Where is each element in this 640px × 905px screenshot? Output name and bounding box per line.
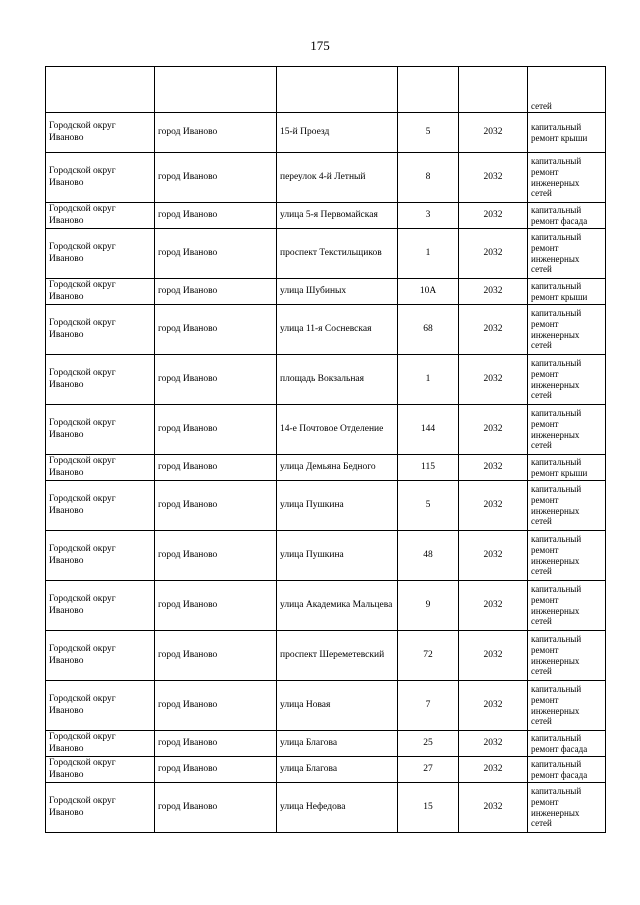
- table-row: [46, 681, 606, 731]
- cell-house: 27: [398, 757, 459, 783]
- cell-house: 1: [398, 229, 459, 279]
- cell-street: улица Благова: [277, 731, 398, 757]
- cell-city: город Иваново: [155, 355, 277, 405]
- cell-year: 2032: [459, 681, 528, 731]
- cell-city: город Иваново: [155, 113, 277, 153]
- cell-year: 2032: [459, 305, 528, 355]
- cell-city: город Иваново: [155, 783, 277, 833]
- cell-year: 2032: [459, 355, 528, 405]
- table-row: [46, 153, 606, 203]
- cell-city: город Иваново: [155, 405, 277, 455]
- cell-year: 2032: [459, 203, 528, 229]
- cell-okrug: Городской округ Иваново: [46, 531, 155, 581]
- cell-work-type: капитальный ремонт инженерных сетей: [528, 681, 606, 731]
- cell-work-type: капитальный ремонт инженерных сетей: [528, 581, 606, 631]
- cell-house: 25: [398, 731, 459, 757]
- cell-city: город Иваново: [155, 455, 277, 481]
- table-row: [46, 783, 606, 833]
- cell-year: [459, 67, 528, 113]
- cell-city: город Иваново: [155, 631, 277, 681]
- cell-house: 72: [398, 631, 459, 681]
- cell-year: 2032: [459, 731, 528, 757]
- cell-year: 2032: [459, 113, 528, 153]
- cell-city: город Иваново: [155, 203, 277, 229]
- cell-house: [398, 67, 459, 113]
- cell-work-type: капитальный ремонт фасада: [528, 731, 606, 757]
- cell-work-type: капитальный ремонт инженерных сетей: [528, 531, 606, 581]
- cell-city: город Иваново: [155, 581, 277, 631]
- cell-okrug: Городской округ Иваново: [46, 405, 155, 455]
- cell-year: 2032: [459, 581, 528, 631]
- cell-street: улица Академика Мальцева: [277, 581, 398, 631]
- cell-year: 2032: [459, 229, 528, 279]
- cell-city: город Иваново: [155, 229, 277, 279]
- cell-house: 10А: [398, 279, 459, 305]
- table-row: [46, 531, 606, 581]
- cell-city: город Иваново: [155, 481, 277, 531]
- cell-okrug: Городской округ Иваново: [46, 113, 155, 153]
- cell-house: 68: [398, 305, 459, 355]
- cell-work-type: капитальный ремонт инженерных сетей: [528, 783, 606, 833]
- cell-city: город Иваново: [155, 305, 277, 355]
- cell-street: улица 5-я Первомайская: [277, 203, 398, 229]
- table-row: [46, 757, 606, 783]
- cell-street: улица 11-я Сосневская: [277, 305, 398, 355]
- cell-city: [155, 67, 277, 113]
- repair-schedule-table: [45, 66, 606, 833]
- cell-work-type: капитальный ремонт инженерных сетей: [528, 481, 606, 531]
- cell-city: город Иваново: [155, 153, 277, 203]
- cell-okrug: Городской округ Иваново: [46, 731, 155, 757]
- cell-street: улица Демьяна Бедного: [277, 455, 398, 481]
- cell-okrug: Городской округ Иваново: [46, 681, 155, 731]
- cell-okrug: Городской округ Иваново: [46, 229, 155, 279]
- cell-house: 7: [398, 681, 459, 731]
- cell-okrug: Городской округ Иваново: [46, 279, 155, 305]
- cell-street: проспект Текстильщиков: [277, 229, 398, 279]
- cell-year: 2032: [459, 279, 528, 305]
- cell-house: 5: [398, 113, 459, 153]
- cell-house: 3: [398, 203, 459, 229]
- cell-house: 115: [398, 455, 459, 481]
- cell-work-type: сетей: [528, 67, 606, 113]
- cell-house: 9: [398, 581, 459, 631]
- cell-okrug: Городской округ Иваново: [46, 631, 155, 681]
- table-row: [46, 405, 606, 455]
- cell-work-type: капитальный ремонт инженерных сетей: [528, 229, 606, 279]
- cell-work-type: капитальный ремонт фасада: [528, 757, 606, 783]
- cell-street: переулок 4-й Летный: [277, 153, 398, 203]
- cell-work-type: капитальный ремонт крыши: [528, 279, 606, 305]
- cell-city: город Иваново: [155, 731, 277, 757]
- cell-year: 2032: [459, 631, 528, 681]
- table-row: [46, 113, 606, 153]
- cell-city: город Иваново: [155, 757, 277, 783]
- table-row: [46, 305, 606, 355]
- cell-street: [277, 67, 398, 113]
- cell-street: улица Шубиных: [277, 279, 398, 305]
- table-row: [46, 455, 606, 481]
- cell-okrug: Городской округ Иваново: [46, 203, 155, 229]
- page-number: 175: [310, 38, 330, 53]
- cell-work-type: капитальный ремонт инженерных сетей: [528, 405, 606, 455]
- cell-okrug: Городской округ Иваново: [46, 783, 155, 833]
- cell-work-type: капитальный ремонт фасада: [528, 203, 606, 229]
- cell-work-type: капитальный ремонт инженерных сетей: [528, 355, 606, 405]
- table-row: [46, 581, 606, 631]
- cell-okrug: [46, 67, 155, 113]
- cell-okrug: Городской округ Иваново: [46, 305, 155, 355]
- cell-year: 2032: [459, 757, 528, 783]
- cell-house: 5: [398, 481, 459, 531]
- cell-year: 2032: [459, 405, 528, 455]
- cell-house: 144: [398, 405, 459, 455]
- cell-house: 1: [398, 355, 459, 405]
- cell-year: 2032: [459, 153, 528, 203]
- cell-street: площадь Вокзальная: [277, 355, 398, 405]
- cell-year: 2032: [459, 455, 528, 481]
- cell-okrug: Городской округ Иваново: [46, 581, 155, 631]
- cell-street: улица Нефедова: [277, 783, 398, 833]
- table-row: [46, 355, 606, 405]
- cell-okrug: Городской округ Иваново: [46, 455, 155, 481]
- cell-house: 48: [398, 531, 459, 581]
- table-row: [46, 481, 606, 531]
- cell-street: улица Пушкина: [277, 481, 398, 531]
- cell-street: улица Новая: [277, 681, 398, 731]
- cell-okrug: Городской округ Иваново: [46, 153, 155, 203]
- cell-year: 2032: [459, 531, 528, 581]
- cell-street: 15-й Проезд: [277, 113, 398, 153]
- cell-street: улица Пушкина: [277, 531, 398, 581]
- cell-city: город Иваново: [155, 279, 277, 305]
- cell-okrug: Городской округ Иваново: [46, 355, 155, 405]
- cell-house: 15: [398, 783, 459, 833]
- table-row: [46, 279, 606, 305]
- cell-work-type: капитальный ремонт инженерных сетей: [528, 153, 606, 203]
- cell-street: проспект Шереметевский: [277, 631, 398, 681]
- cell-city: город Иваново: [155, 681, 277, 731]
- cell-year: 2032: [459, 481, 528, 531]
- table-row: [46, 203, 606, 229]
- cell-year: 2032: [459, 783, 528, 833]
- table-body: [46, 67, 606, 833]
- cell-city: город Иваново: [155, 531, 277, 581]
- cell-work-type: капитальный ремонт крыши: [528, 113, 606, 153]
- table-row-continuation: [46, 67, 606, 113]
- table-row: [46, 731, 606, 757]
- cell-street: улица Благова: [277, 757, 398, 783]
- table-row: [46, 631, 606, 681]
- cell-okrug: Городской округ Иваново: [46, 757, 155, 783]
- cell-work-type: капитальный ремонт крыши: [528, 455, 606, 481]
- cell-work-type: капитальный ремонт инженерных сетей: [528, 305, 606, 355]
- cell-okrug: Городской округ Иваново: [46, 481, 155, 531]
- cell-house: 8: [398, 153, 459, 203]
- cell-street: 14-е Почтовое Отделение: [277, 405, 398, 455]
- cell-work-type: капитальный ремонт инженерных сетей: [528, 631, 606, 681]
- table-row: [46, 229, 606, 279]
